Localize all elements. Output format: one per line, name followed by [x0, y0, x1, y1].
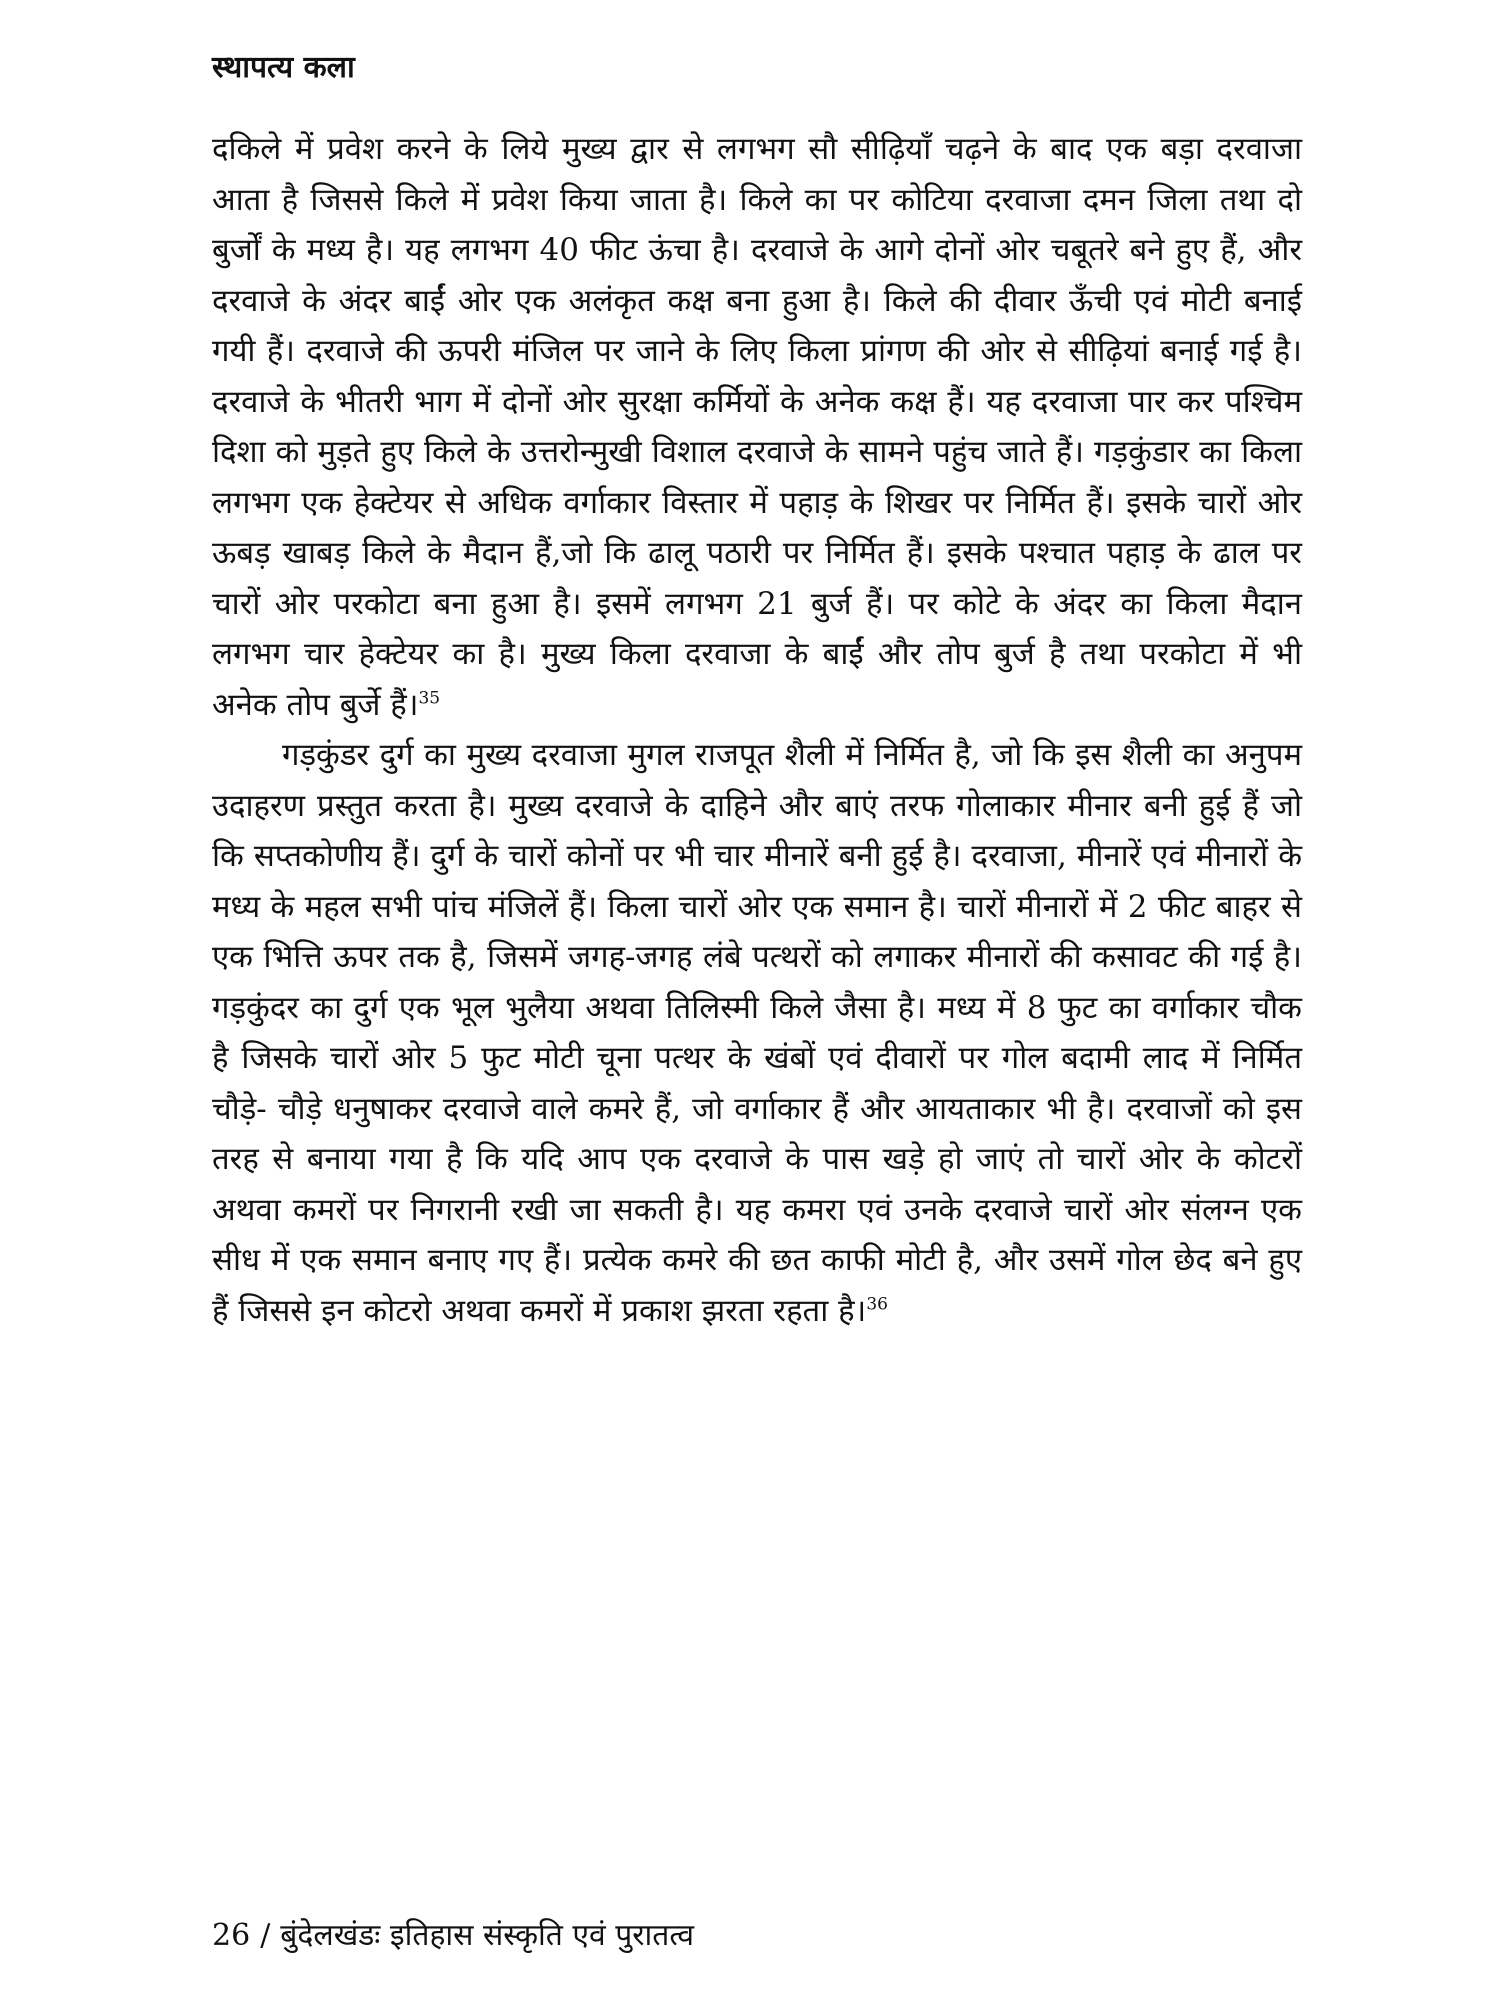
body-text [212, 124, 1302, 1336]
footnote-ref-36: 36 [866, 1294, 888, 1315]
paragraph-1-text: दकिले में प्रवेश करने के लिये मुख्य द्वार से लगभग सौ सीढ़ियाँ चढ़ने के बाद एक बड़ा दरवाजा आता है जिससे किले में प्रवेश किया जाता है। किले का पर कोटिया दरवाजा दमन जिला तथा दो बुर्जों के मध्य है। यह लगभग 40 फीट ऊंचा है। दरवाजे के आगे दोनों ओर चबूतरे बने हुए हैं, और दरवाजे के अंदर बाईं ओर एक अलंकृत कक्ष बना हुआ है। किले की दीवार ऊँची एवं मोटी बनाई गयी हैं। दरवाजे की ऊपरी मंजिल पर जाने के लिए किला प्रांगण की ओर से सीढ़ियां बनाई गई है। दरवाजे के भीतरी भाग में दोनों ओर सुरक्षा कर्मियों के अनेक कक्ष हैं। यह दरवाजा पार कर पश्चिम दिशा को मुड़ते हुए किले के उत्तरोन्मुखी विशाल दरवाजे के सामने पहुंच जाते हैं। गड़कुंडार का किला लगभग एक हेक्टेयर से अधिक वर्गाकार विस्तार में पहाड़ के शिखर पर निर्मित हैं। इसके चारों ओर ऊबड़ खाबड़ किले के मैदान हैं,जो कि ढालू पठारी पर निर्मित हैं। इसके पश्चात पहाड़ के ढाल पर चारों ओर परकोटा बना हुआ है। इसमें लगभग 21 बुर्ज हैं। पर कोटे के अंदर का किला मैदान लगभग चार हेक्टेयर का है। मुख्य किला दरवाजा के बाईं और तोप बुर्ज है तथा परकोटा में भी अनेक तोप बुर्जे हैं। [212, 131, 1302, 723]
page-number: 26 [212, 1918, 251, 1953]
running-footer [212, 1918, 694, 1954]
paragraph-2-text: गड़कुंडर दुर्ग का मुख्य दरवाजा मुगल राजपूत शैली में निर्मित है, जो कि इस शैली का अनुपम उदाहरण प्रस्तुत करता है। मुख्य दरवाजे के दाहिने और बाएं तरफ गोलाकार मीनार बनी हुई हैं जो कि सप्तकोणीय हैं। दुर्ग के चारों कोनों पर भी चार मीनारें बनी हुई है। दरवाजा, मीनारें एवं मीनारों के मध्य के महल सभी पांच मंजिलें हैं। किला चारों ओर एक समान है। चारों मीनारों में 2 फीट बाहर से एक भित्ति ऊपर तक है, जिसमें जगह-जगह लंबे पत्थरों को लगाकर मीनारों की कसावट की गई है। गड़कुंदर का दुर्ग एक भूल भुलैया अथवा तिलिस्मी किले जैसा है। मध्य में 8 फुट का वर्गाकार चौक है जिसके चारों ओर 5 फुट मोटी चूना पत्थर के खंबों एवं दीवारों पर गोल बदामी लाद में निर्मित चौड़े- चौड़े धनुषाकर दरवाजे वाले कमरे हैं, जो वर्गाकार हैं और आयताकार भी है। दरवाजों को इस तरह से बनाया गया है कि यदि आप एक दरवाजे के पास खड़े हो जाएं तो चारों ओर के कोटरों अथवा कमरों पर निगरानी रखी जा सकती है। यह कमरा एवं उनके दरवाजे चारों ओर संलग्न एक सीध में एक समान बनाए गए हैं। प्रत्येक कमरे की छत काफी मोटी है, और उसमें गोल छेद बने हुए हैं जिससे इन कोटरो अथवा कमरों में प्रकाश झरता रहता है। [212, 737, 1302, 1329]
paragraph-1 [212, 124, 1302, 730]
running-header: स्थापत्य कला [212, 50, 355, 85]
footer-separator: / [260, 1918, 271, 1953]
footnote-ref-35: 35 [418, 688, 441, 709]
book-title: बुंदेलखंडः इतिहास संस्कृति एवं पुरातत्व [280, 1918, 695, 1953]
paragraph-2 [212, 730, 1302, 1336]
